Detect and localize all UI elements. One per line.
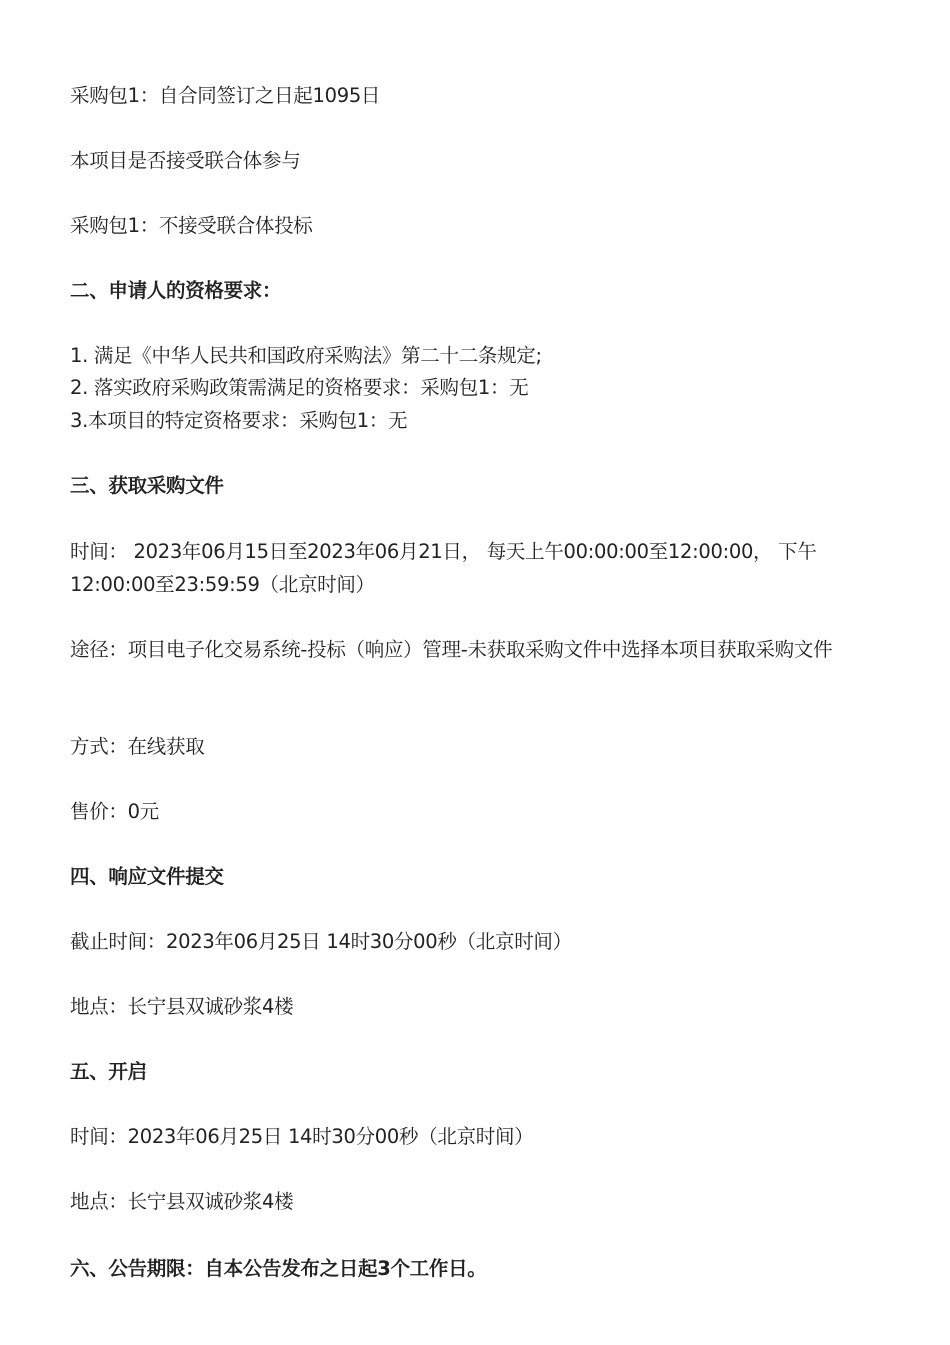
document-acquisition-method: 方式：在线获取 bbox=[70, 735, 205, 758]
qualification-item-1: 1. 满足《中华人民共和国政府采购法》第二十二条规定; bbox=[70, 344, 542, 367]
section5-heading: 五、开启 bbox=[70, 1060, 147, 1083]
document-price: 售价：0元 bbox=[70, 800, 159, 823]
contract-period-text: 采购包1：自合同签订之日起1095日 bbox=[70, 84, 381, 107]
section4-heading: 四、响应文件提交 bbox=[70, 865, 224, 888]
opening-time: 时间：2023年06月25日 14时30分00秒（北京时间） bbox=[70, 1125, 534, 1148]
qualification-item-3: 3.本项目的特定资格要求：采购包1：无 bbox=[70, 409, 408, 432]
document-acquisition-time: 时间： 2023年06月15日至2023年06月21日， 每天上午00:00:00至12:00:00， 下午12:00:00至23:59:59（北京时间） bbox=[70, 540, 817, 596]
opening-location: 地点：长宁县双诚砂浆4楼 bbox=[70, 1190, 294, 1213]
section6-heading: 六、公告期限：自本公告发布之日起3个工作日。 bbox=[70, 1257, 487, 1280]
submission-deadline: 截止时间：2023年06月25日 14时30分00秒（北京时间） bbox=[70, 930, 572, 953]
document-acquisition-route: 途径：项目电子化交易系统-投标（响应）管理-未获取采购文件中选择本项目获取采购文件 bbox=[70, 638, 833, 661]
qualification-item-2: 2. 落实政府采购政策需满足的资格要求：采购包1：无 bbox=[70, 376, 529, 399]
consortium-question: 本项目是否接受联合体参与 bbox=[70, 149, 301, 172]
section2-heading: 二、申请人的资格要求： bbox=[70, 279, 282, 302]
submission-location: 地点：长宁县双诚砂浆4楼 bbox=[70, 995, 294, 1018]
section3-heading: 三、获取采购文件 bbox=[70, 474, 224, 497]
consortium-answer: 采购包1：不接受联合体投标 bbox=[70, 214, 313, 237]
